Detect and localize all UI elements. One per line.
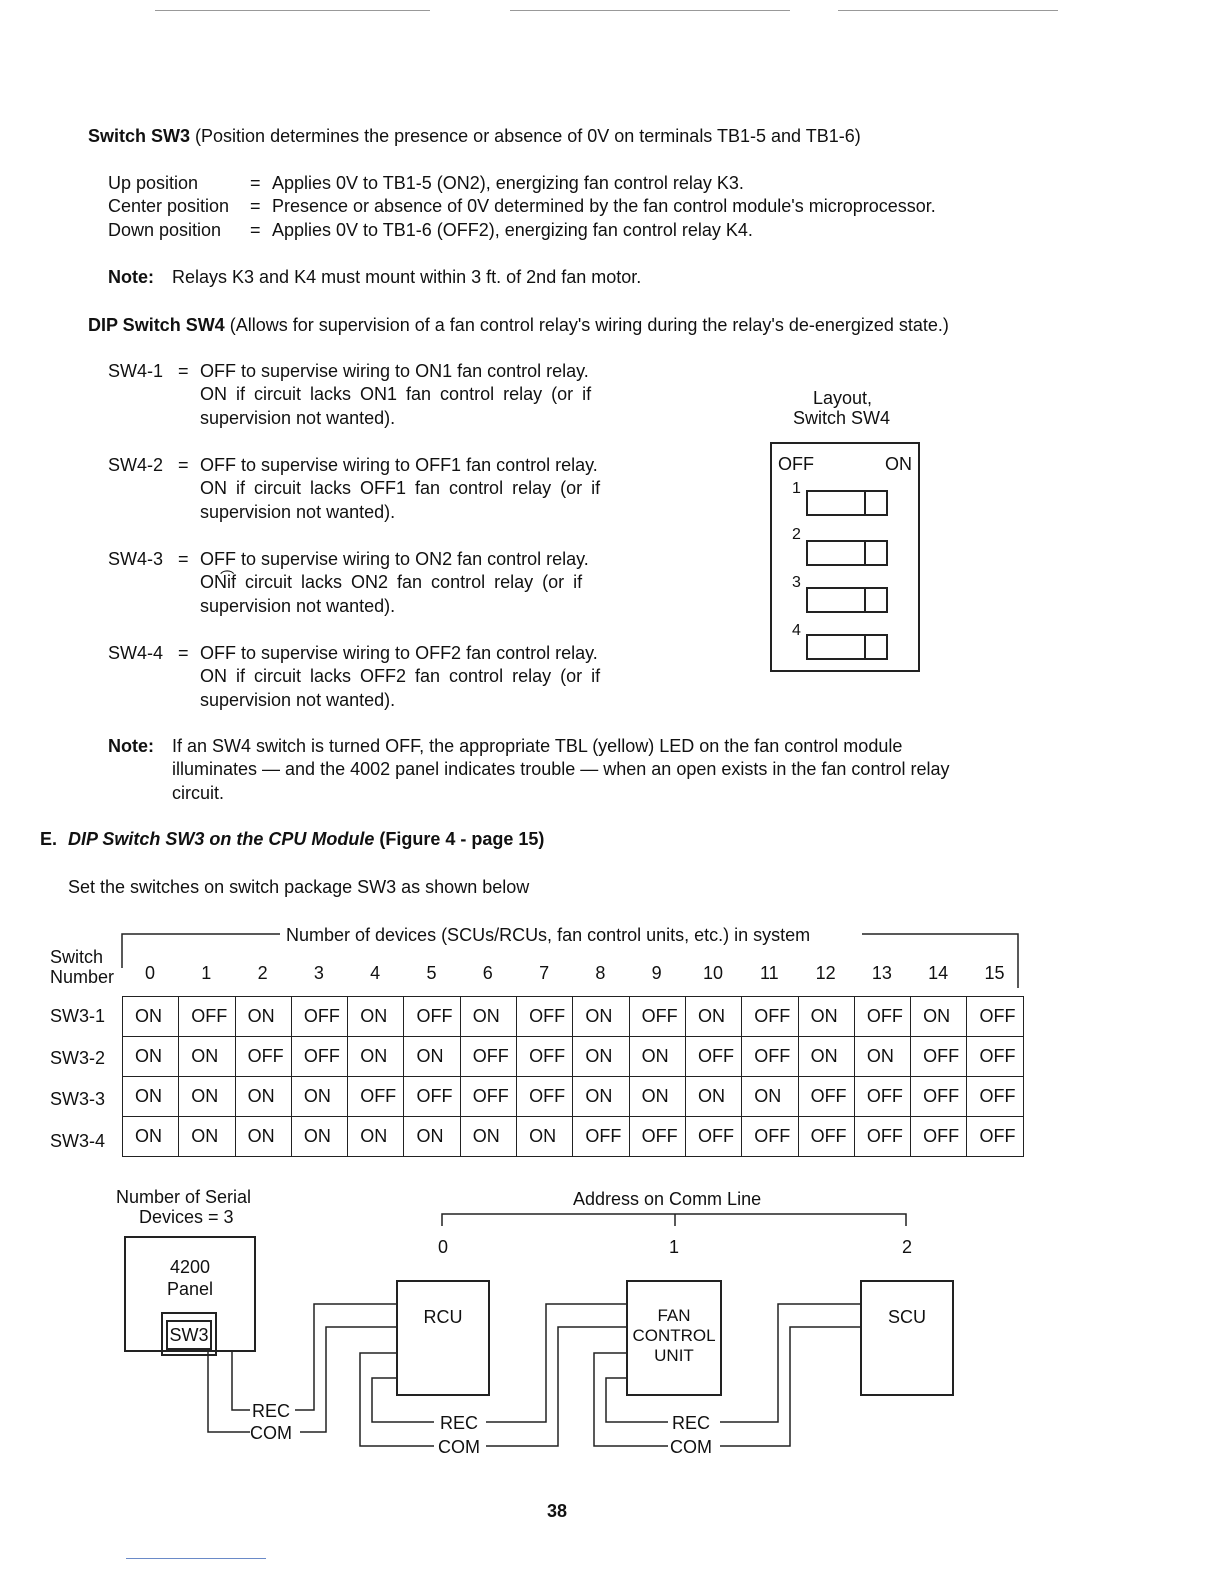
sw4-item-line: OFF to supervise wiring to OFF1 fan control relay. bbox=[200, 455, 598, 475]
sw4-layout-off: OFF bbox=[778, 454, 814, 474]
scu-label: SCU bbox=[887, 1307, 926, 1327]
sw4-item-line: ON if circuit lacks ON1 fan control relay (or if bbox=[200, 384, 592, 404]
table-cell: OFF bbox=[629, 1117, 685, 1157]
sw4-switch-number: 4 bbox=[792, 622, 801, 639]
table-cell: OFF bbox=[404, 997, 460, 1037]
switch-label: Switch bbox=[50, 947, 104, 967]
table-cell: ON bbox=[911, 997, 967, 1037]
sw4-item-line: supervision not wanted). bbox=[200, 596, 396, 616]
table-cell: OFF bbox=[742, 1037, 798, 1077]
panel-line-1: 4200 bbox=[169, 1257, 211, 1277]
sw3-pos-desc-center: Presence or absence of 0V determined by the fan control module's microprocessor. bbox=[272, 196, 936, 216]
table-cell: OFF bbox=[348, 1077, 404, 1117]
panel-line-2: Panel bbox=[166, 1279, 214, 1299]
fan-com-label: COM bbox=[670, 1437, 712, 1457]
sw3-pos-label-center: Center position bbox=[108, 196, 230, 216]
sw4-item-label: SW4-1 bbox=[108, 361, 164, 381]
sw4-item-line: supervision not wanted). bbox=[200, 408, 396, 428]
sw4-note-label: Note: bbox=[108, 736, 154, 756]
table-cell: OFF bbox=[798, 1077, 854, 1117]
column-number: 14 bbox=[928, 963, 949, 983]
table-cell: ON bbox=[235, 1077, 291, 1117]
sw4-title: DIP Switch SW4 bbox=[88, 315, 225, 335]
table-cell: ON bbox=[517, 1117, 573, 1157]
sw4-item-line: supervision not wanted). bbox=[200, 502, 396, 522]
table-cell: OFF bbox=[967, 1117, 1023, 1157]
sw4-note-line: If an SW4 switch is turned OFF, the appropriate TBL (yellow) LED on the fan control module bbox=[172, 736, 903, 756]
table-cell: OFF bbox=[854, 1077, 910, 1117]
sw4-item-eq: = bbox=[178, 549, 189, 569]
table-cell: ON bbox=[404, 1037, 460, 1077]
sw4-item-eq: = bbox=[178, 643, 189, 663]
table-cell: ON bbox=[123, 997, 179, 1037]
table-cell: OFF bbox=[404, 1077, 460, 1117]
table-cell: OFF bbox=[179, 997, 235, 1037]
sw4-item-line: ON if circuit lacks OFF1 fan control relay (or if bbox=[200, 478, 601, 498]
table-cell: ON bbox=[348, 1037, 404, 1077]
table-cell: ON bbox=[179, 1077, 235, 1117]
sw4-item-line: OFF to supervise wiring to ON1 fan control relay. bbox=[200, 361, 589, 381]
table-cell: ON bbox=[742, 1077, 798, 1117]
sw4-item-label: SW4-3 bbox=[108, 549, 164, 569]
table-cell: OFF bbox=[517, 1037, 573, 1077]
section-e-intro: Set the switches on switch package SW3 as shown below bbox=[68, 877, 530, 897]
table-cell: ON bbox=[685, 1077, 741, 1117]
sw4-item-eq: = bbox=[178, 361, 189, 381]
number-label: Number bbox=[50, 967, 115, 987]
table-cell: ON bbox=[348, 997, 404, 1037]
sw4-switch-number: 1 bbox=[792, 480, 801, 497]
table-cell: ON bbox=[460, 1117, 516, 1157]
section-e-title: DIP Switch SW3 on the CPU Module bbox=[68, 829, 375, 849]
column-number: 7 bbox=[539, 963, 550, 983]
table-cell: ON bbox=[235, 997, 291, 1037]
table-cell: OFF bbox=[291, 1037, 347, 1077]
table-cell: OFF bbox=[967, 1077, 1023, 1117]
sw4-switch-number: 2 bbox=[792, 526, 801, 543]
rcu-label: RCU bbox=[423, 1307, 463, 1327]
table-cell: ON bbox=[798, 997, 854, 1037]
sw4-item-line: ON if circuit lacks OFF2 fan control relay (or if bbox=[200, 666, 601, 686]
table-cell: ON bbox=[123, 1077, 179, 1117]
address-label: Address on Comm Line bbox=[573, 1189, 762, 1209]
row-label: SW3-2 bbox=[50, 1047, 106, 1068]
table-cell: ON bbox=[123, 1037, 179, 1077]
scu-box bbox=[860, 1280, 954, 1396]
table-cell: ON bbox=[854, 1037, 910, 1077]
panel-com-label: COM bbox=[250, 1423, 292, 1443]
panel-rec-label: REC bbox=[252, 1401, 291, 1421]
fan-label-3: UNIT bbox=[654, 1346, 694, 1365]
sw3-pos-desc-down: Applies 0V to TB1-6 (OFF2), energizing fan control relay K4. bbox=[272, 220, 753, 240]
table-cell: ON bbox=[629, 1037, 685, 1077]
address-2: 2 bbox=[902, 1237, 913, 1257]
sw3-note-label: Note: bbox=[108, 267, 154, 287]
table-header-label: Number of devices (SCUs/RCUs, fan control units, etc.) in system bbox=[286, 925, 811, 945]
table-cell: ON bbox=[573, 1077, 629, 1117]
rcu-box bbox=[396, 1280, 490, 1396]
table-cell: ON bbox=[348, 1117, 404, 1157]
table-cell: OFF bbox=[629, 997, 685, 1037]
sw3-title: Switch SW3 bbox=[88, 126, 191, 146]
column-number: 11 bbox=[759, 963, 779, 983]
sw3-pos-eq-center: = bbox=[250, 196, 261, 216]
row-label: SW3-1 bbox=[50, 1006, 106, 1026]
table-cell: ON bbox=[123, 1117, 179, 1157]
column-number: 12 bbox=[815, 963, 836, 983]
sw4-item-label: SW4-4 bbox=[108, 643, 164, 663]
column-number: 0 bbox=[144, 963, 155, 983]
column-number: 8 bbox=[595, 963, 606, 983]
table-cell: ON bbox=[404, 1117, 460, 1157]
column-number: 9 bbox=[651, 963, 662, 983]
sw4-layout-caption-2: Switch SW4 bbox=[793, 408, 891, 428]
table-cell: OFF bbox=[911, 1117, 967, 1157]
serial-label-2: Devices = 3 bbox=[139, 1207, 234, 1227]
table-cell: OFF bbox=[573, 1117, 629, 1157]
table-cell: OFF bbox=[911, 1037, 967, 1077]
sw4-layout-on: ON bbox=[885, 454, 912, 474]
table-cell: ON bbox=[798, 1037, 854, 1077]
sw3-pos-eq-up: = bbox=[250, 173, 261, 193]
row-label: SW3-4 bbox=[50, 1130, 106, 1151]
table-cell: OFF bbox=[685, 1117, 741, 1157]
scan-artifact-line bbox=[126, 1558, 266, 1559]
sw4-item-line: ON͡if circuit lacks ON2 fan control relay (or if bbox=[200, 572, 583, 592]
table-cell: ON bbox=[179, 1117, 235, 1157]
table-cell: ON bbox=[685, 997, 741, 1037]
serial-label-1: Number of Serial bbox=[116, 1187, 252, 1207]
page-number: 38 bbox=[547, 1501, 568, 1521]
sw4-note-line: circuit. bbox=[172, 783, 225, 803]
sw4-item-eq: = bbox=[178, 455, 189, 475]
sw4-item-label: SW4-2 bbox=[108, 455, 164, 475]
table-cell: ON bbox=[573, 997, 629, 1037]
table-cell: OFF bbox=[517, 997, 573, 1037]
sw3-pos-desc-up: Applies 0V to TB1-5 (ON2), energizing fan control relay K3. bbox=[272, 173, 744, 193]
table-cell: OFF bbox=[967, 997, 1023, 1037]
table-cell: ON bbox=[460, 997, 516, 1037]
column-number: 4 bbox=[370, 963, 381, 983]
sw4-item-line: OFF to supervise wiring to OFF2 fan control relay. bbox=[200, 643, 598, 663]
table-cell: ON bbox=[179, 1037, 235, 1077]
fan-rec-label: REC bbox=[672, 1413, 711, 1433]
column-number: 3 bbox=[313, 963, 324, 983]
address-0: 0 bbox=[438, 1237, 449, 1257]
sw3-title-desc: (Position determines the presence or absence of 0V on terminals TB1-5 and TB1-6) bbox=[195, 126, 861, 146]
table-cell: ON bbox=[291, 1077, 347, 1117]
panel-sw3-box bbox=[161, 1312, 217, 1356]
table-cell: ON bbox=[629, 1077, 685, 1117]
sw4-title-desc: (Allows for supervision of a fan control relay's wiring during the relay's de-energized state.) bbox=[229, 315, 949, 335]
sw4-item-line: OFF to supervise wiring to ON2 fan control relay. bbox=[200, 549, 589, 569]
sw4-switch-number: 3 bbox=[792, 574, 801, 591]
fan-control-box bbox=[626, 1280, 722, 1396]
table-cell: ON bbox=[235, 1117, 291, 1157]
table-cell: OFF bbox=[742, 997, 798, 1037]
table-cell: OFF bbox=[854, 1117, 910, 1157]
table-cell: OFF bbox=[911, 1077, 967, 1117]
address-1: 1 bbox=[669, 1237, 680, 1257]
sw3-pos-label-down: Down position bbox=[108, 220, 222, 240]
table-cell: OFF bbox=[291, 997, 347, 1037]
rcu-rec-label: REC bbox=[440, 1413, 479, 1433]
section-e-letter: E. bbox=[40, 829, 58, 849]
table-cell: OFF bbox=[854, 997, 910, 1037]
table-cell: ON bbox=[573, 1037, 629, 1077]
table-cell: OFF bbox=[235, 1037, 291, 1077]
rcu-com-label: COM bbox=[438, 1437, 480, 1457]
fan-label-2: CONTROL bbox=[632, 1326, 716, 1345]
table-cell: OFF bbox=[460, 1077, 516, 1117]
panel-sw3-label: SW3 bbox=[166, 1320, 212, 1350]
column-number: 10 bbox=[702, 963, 724, 983]
column-number: 6 bbox=[482, 963, 493, 983]
column-number: 2 bbox=[257, 963, 268, 983]
row-label: SW3-3 bbox=[50, 1089, 106, 1109]
table-cell: OFF bbox=[460, 1037, 516, 1077]
column-number: 1 bbox=[201, 963, 212, 983]
column-number: 15 bbox=[984, 963, 1005, 983]
table-cell: OFF bbox=[517, 1077, 573, 1117]
sw4-item-line: supervision not wanted). bbox=[200, 690, 396, 710]
sw3-pos-label-up: Up position bbox=[108, 173, 199, 193]
sw4-layout-caption-1: Layout, bbox=[813, 388, 873, 408]
table-cell: OFF bbox=[967, 1037, 1023, 1077]
table-cell: OFF bbox=[742, 1117, 798, 1157]
column-number: 5 bbox=[426, 963, 437, 983]
sw3-note-text: Relays K3 and K4 must mount within 3 ft. of 2nd fan motor. bbox=[172, 267, 642, 287]
section-e-ref: (Figure 4 - page 15) bbox=[379, 829, 545, 849]
table-cell: OFF bbox=[685, 1037, 741, 1077]
fan-label-1: FAN bbox=[657, 1306, 691, 1325]
sw3-pos-eq-down: = bbox=[250, 220, 261, 240]
column-number: 13 bbox=[871, 963, 892, 983]
table-cell: ON bbox=[291, 1117, 347, 1157]
table-cell: OFF bbox=[798, 1117, 854, 1157]
sw4-note-line: illuminates — and the 4002 panel indicates trouble — when an open exists in the fan control relay bbox=[172, 759, 950, 779]
